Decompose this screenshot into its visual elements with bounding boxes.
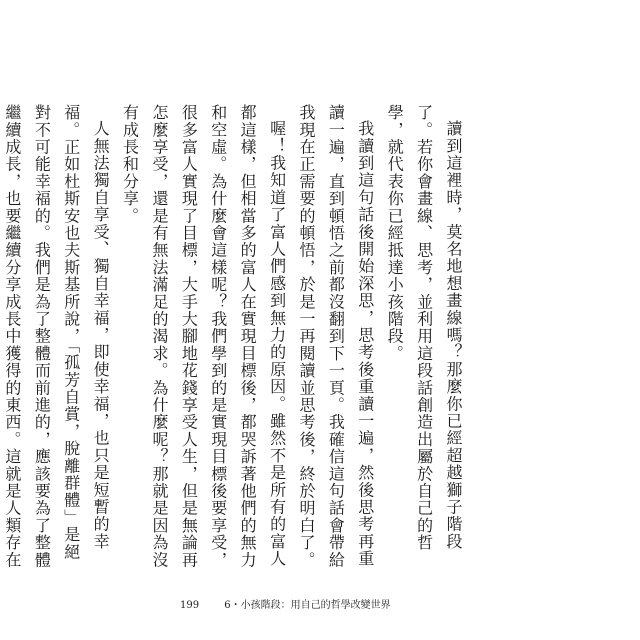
paragraph-1: 讀到這裡時，莫名地想畫線嗎？那麼你已經超越獅子階段了。若你會畫線、思考，並利用這段話創造出屬於自己的哲學，就代表你已經抵達小孩階段。	[385, 104, 463, 552]
running-head: 6・小孩階段：用自己的哲學改變世界	[224, 600, 391, 611]
paragraph-4: 人無法獨自享受、獨自幸福，即使幸福，也只是短暫的幸福。正如杜斯安也夫斯基所說，「孤芳自賞，脫離群體」是絕對不可能幸福的。我們是為了整體而前進的，應該要為了整體繼續成長，也要繼續分享成長中獲得的東西。這就是人類存在	[2, 104, 111, 569]
paragraph-2: 我讀到這句話後開始深思，思考後重讀一遍，然後思考再重讀一遍，直到頓悟之前都沒翻到下一頁。我確信這句話會帶給我現在正需要的頓悟，於是一再閱讀並思考後，終於明白了。	[296, 104, 375, 569]
page-footer	[180, 596, 391, 611]
body-text	[2, 104, 468, 576]
page-number: 199	[180, 600, 200, 611]
paragraph-3: 喔！我知道了富人們感到無力的原因。雖然不是所有的富人都這樣，但相當多的富人在實現目標後，都哭訴著他們的無力和空虛。為什麼會這樣呢？我們學到的是實現目標後要享受，很多富人實現了目標，大手大腳地花錢享受人生，但是無論再怎麼享受，還是有無法滿足的渴求。為什麼呢？那就是因為沒有成長和分享。	[120, 104, 287, 569]
